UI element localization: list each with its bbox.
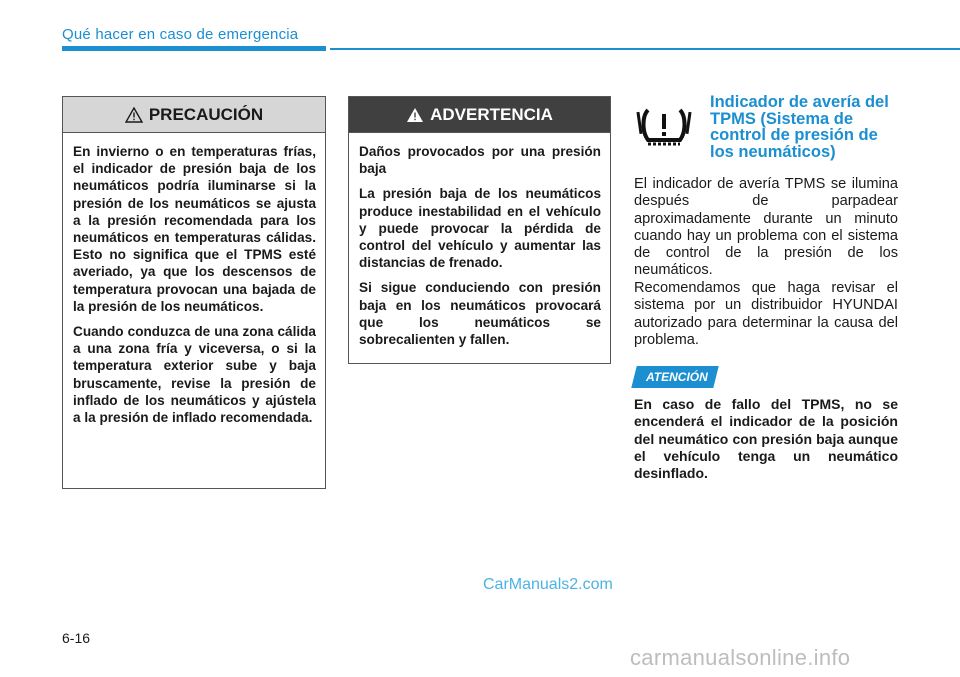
watermark-link[interactable]: CarManuals2.com [483, 576, 613, 593]
indicator-paragraph: El indicador de avería TPMS se ilumina después de parpadear aproximadamente durante un minuto cuando hay un problema con el sistema de control de la presión de los neumáticos. [634, 176, 898, 279]
warning-paragraph: La presión baja de los neumáticos produce inestabilidad en el vehículo y puede provocar la pérdida de control del vehículo y aumentar las distancias de frenado. [359, 186, 601, 271]
precaution-body [63, 133, 325, 440]
warning-title: ADVERTENCIA [430, 104, 553, 124]
attention-badge [631, 366, 718, 388]
precaution-header [63, 97, 325, 133]
section-header: Qué hacer en caso de emergencia [62, 26, 299, 43]
warning-body [349, 133, 610, 362]
precaution-box [62, 96, 326, 489]
warning-paragraph: Daños provocados por una presión baja [359, 144, 601, 177]
attention-text: En caso de fallo del TPMS, no se encenderá el indicador de la posición del neumático con presión baja aunque el vehículo tenga un neumático desinflado. [634, 396, 898, 482]
precaution-title: PRECAUCIÓN [148, 104, 264, 124]
footer-watermark: carmanualsonline.info [630, 645, 851, 670]
warning-triangle-icon [406, 107, 424, 123]
indicator-paragraph: Recomendamos que haga revisar el sistema por un distribuidor HYUNDAI autorizado para determinar la causa del problema. [634, 280, 898, 348]
indicator-title: Indicador de avería del TPMS (Sistema de control de presión de los neumáticos) [710, 93, 889, 161]
precaution-paragraph: Cuando conduzca de una zona cálida a una zona fría y viceversa, o si la temperatura exterior sube y baja bruscamente, revise la presión de inflado de los neumáticos y ajústela a la presión de inflado recomendada. [73, 324, 316, 426]
warning-paragraph: Si sigue conduciendo con presión baja en los neumáticos provocará que los neumáticos se sobrecalienten y fallen. [359, 280, 601, 348]
page-number: 6-16 [62, 630, 91, 646]
warning-box [348, 96, 611, 364]
tpms-malfunction-icon [634, 102, 694, 150]
header-rule-thin [330, 48, 960, 50]
attention-label: ATENCIÓN [646, 370, 708, 384]
caution-triangle-icon [125, 107, 143, 123]
precaution-paragraph: En invierno o en temperaturas frías, el indicador de presión baja de los neumáticos podría iluminarse si la presión de los neumáticos se ajusta a la presión recomendada para los neumáticos en temperaturas cálidas. Esto no significa que el TPMS esté averiado, ya que los descensos de temperatura provocan una bajada de la presión de los neumáticos. [73, 144, 316, 314]
header-rule-thick [62, 46, 326, 51]
warning-header [349, 97, 610, 133]
